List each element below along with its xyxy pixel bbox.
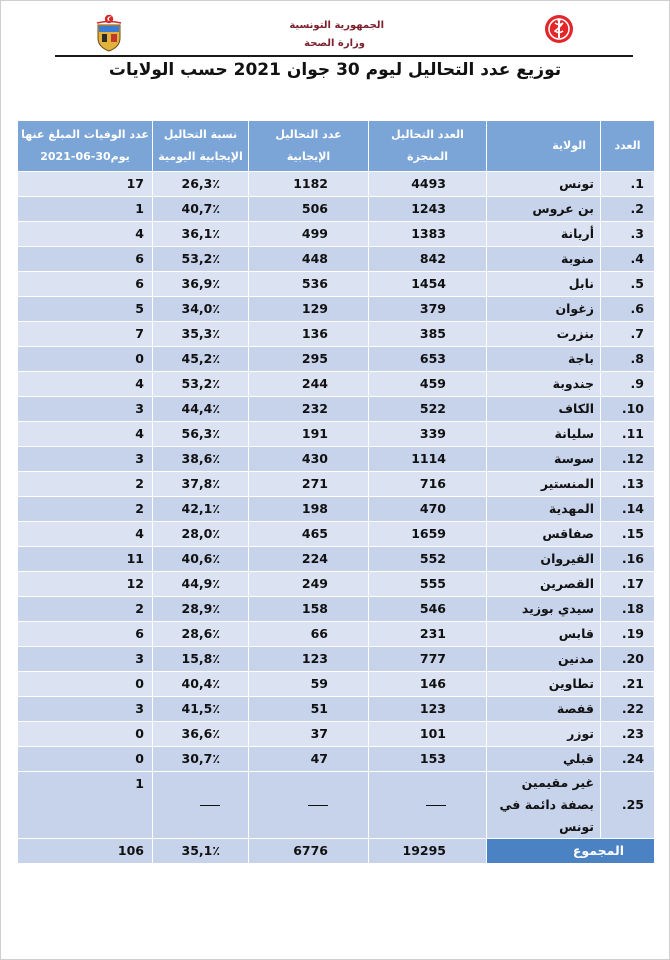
header-state: الولاية xyxy=(487,121,601,172)
row-number: .16 xyxy=(601,547,655,572)
tests-done: 552 xyxy=(369,547,487,572)
tests-done: 777 xyxy=(369,647,487,672)
tests-done: 146 xyxy=(369,672,487,697)
deaths: 3 xyxy=(18,447,153,472)
table-row xyxy=(18,372,655,397)
deaths: 17 xyxy=(18,172,153,197)
positive-tests: 59 xyxy=(249,672,369,697)
positivity-rate: 45,2٪ xyxy=(153,347,249,372)
positive-tests: 271 xyxy=(249,472,369,497)
tests-done: 123 xyxy=(369,697,487,722)
total-tests-done: 19295 xyxy=(369,839,487,864)
positive-tests: 430 xyxy=(249,447,369,472)
row-number: .21 xyxy=(601,672,655,697)
row-number: .11 xyxy=(601,422,655,447)
governorate-name: بن عروس xyxy=(487,197,601,222)
table-header-row xyxy=(18,121,655,172)
positivity-rate: 15,8٪ xyxy=(153,647,249,672)
governorate-name: مدنين xyxy=(487,647,601,672)
row-number: .8 xyxy=(601,347,655,372)
positive-tests: 47 xyxy=(249,747,369,772)
row-number: .3 xyxy=(601,222,655,247)
governorate-name: نابل xyxy=(487,272,601,297)
positivity-rate: 36,1٪ xyxy=(153,222,249,247)
deaths: 2 xyxy=(18,472,153,497)
positive-tests: 506 xyxy=(249,197,369,222)
header-divider xyxy=(55,55,633,57)
table-row xyxy=(18,172,655,197)
positive-tests: 536 xyxy=(249,272,369,297)
governorate-name: قابس xyxy=(487,622,601,647)
empty-dash xyxy=(426,805,446,806)
tests-done: 101 xyxy=(369,722,487,747)
table-row xyxy=(18,547,655,572)
row-number: .4 xyxy=(601,247,655,272)
governorate-name: قفصة xyxy=(487,697,601,722)
tests-done: 842 xyxy=(369,247,487,272)
tests-done: 1383 xyxy=(369,222,487,247)
positive-tests: 224 xyxy=(249,547,369,572)
governorate-name: تطاوين xyxy=(487,672,601,697)
governorate-name: سيدي بوزيد xyxy=(487,597,601,622)
row-number: .6 xyxy=(601,297,655,322)
republic-name: الجمهورية التونسية xyxy=(289,20,384,31)
governorate-name: الكاف xyxy=(487,397,601,422)
positivity-rate: 40,4٪ xyxy=(153,672,249,697)
positive-tests: 66 xyxy=(249,622,369,647)
tests-done: 1454 xyxy=(369,272,487,297)
table-row xyxy=(18,497,655,522)
header-deaths: عدد الوفيات المبلغ عنها يوم30-06-2021 xyxy=(18,121,153,172)
row-number: .13 xyxy=(601,472,655,497)
positive-tests: 1182 xyxy=(249,172,369,197)
deaths: 1 xyxy=(18,197,153,222)
table-row xyxy=(18,697,655,722)
positive-tests: 448 xyxy=(249,247,369,272)
positivity-rate: 34,0٪ xyxy=(153,297,249,322)
table-row xyxy=(18,272,655,297)
governorate-name: سليانة xyxy=(487,422,601,447)
empty-dash xyxy=(200,805,220,806)
governorate-name: القيروان xyxy=(487,547,601,572)
deaths: 6 xyxy=(18,272,153,297)
positive-tests: 499 xyxy=(249,222,369,247)
deaths: 3 xyxy=(18,647,153,672)
table-row xyxy=(18,322,655,347)
positive-tests: 295 xyxy=(249,347,369,372)
tests-done: 1114 xyxy=(369,447,487,472)
table-row xyxy=(18,222,655,247)
deaths: 4 xyxy=(18,522,153,547)
positivity-rate: 36,6٪ xyxy=(153,722,249,747)
row-number: .7 xyxy=(601,322,655,347)
governorate-name: القصرين xyxy=(487,572,601,597)
deaths: 4 xyxy=(18,422,153,447)
header-tests-done: العدد التحاليل المنجزة xyxy=(369,121,487,172)
governorate-name: تونس xyxy=(487,172,601,197)
table-row xyxy=(18,397,655,422)
positive-tests: 232 xyxy=(249,397,369,422)
tests-done: 385 xyxy=(369,322,487,347)
total-positivity-rate: 35,1٪ xyxy=(153,839,249,864)
row-number: .15 xyxy=(601,522,655,547)
governorate-name: المنستير xyxy=(487,472,601,497)
table-row xyxy=(18,347,655,372)
tests-done: 555 xyxy=(369,572,487,597)
deaths: 6 xyxy=(18,247,153,272)
tunisia-coat-of-arms-icon xyxy=(93,14,125,52)
deaths: 4 xyxy=(18,372,153,397)
tests-done: 379 xyxy=(369,297,487,322)
deaths: 11 xyxy=(18,547,153,572)
positive-tests: 158 xyxy=(249,597,369,622)
row-number: .10 xyxy=(601,397,655,422)
positivity-rate: 30,7٪ xyxy=(153,747,249,772)
positivity-rate-empty xyxy=(153,772,249,839)
total-positive-tests: 6776 xyxy=(249,839,369,864)
tests-done: 1659 xyxy=(369,522,487,547)
positive-tests: 198 xyxy=(249,497,369,522)
positivity-rate: 42,1٪ xyxy=(153,497,249,522)
table-row xyxy=(18,672,655,697)
tests-done: 522 xyxy=(369,397,487,422)
governorate-name: توزر xyxy=(487,722,601,747)
row-number: .20 xyxy=(601,647,655,672)
tests-done: 4493 xyxy=(369,172,487,197)
positive-tests: 191 xyxy=(249,422,369,447)
header-positivity-rate: نسبة التحاليل الإيجابية اليومية xyxy=(153,121,249,172)
tests-done: 231 xyxy=(369,622,487,647)
tests-done: 153 xyxy=(369,747,487,772)
positivity-rate: 28,0٪ xyxy=(153,522,249,547)
positivity-rate: 40,7٪ xyxy=(153,197,249,222)
deaths: 0 xyxy=(18,747,153,772)
header-positive-tests: عدد التحاليل الإيجابية xyxy=(249,121,369,172)
table-row xyxy=(18,472,655,497)
positivity-rate: 53,2٪ xyxy=(153,372,249,397)
table-row xyxy=(18,297,655,322)
tests-done: 653 xyxy=(369,347,487,372)
table-row xyxy=(18,622,655,647)
table-row xyxy=(18,647,655,672)
positive-tests: 51 xyxy=(249,697,369,722)
governorate-name: جندوبة xyxy=(487,372,601,397)
tests-done: 339 xyxy=(369,422,487,447)
tests-done-empty xyxy=(369,772,487,839)
deaths: 3 xyxy=(18,697,153,722)
deaths: 2 xyxy=(18,597,153,622)
row-number: .19 xyxy=(601,622,655,647)
governorate-name: بنزرت xyxy=(487,322,601,347)
table-row-total xyxy=(18,839,655,864)
positive-tests: 37 xyxy=(249,722,369,747)
tests-by-governorate-table xyxy=(17,120,655,864)
row-number: .5 xyxy=(601,272,655,297)
ministry-name: وزارة الصحة xyxy=(304,38,365,49)
tests-done: 459 xyxy=(369,372,487,397)
governorate-name: زغوان xyxy=(487,297,601,322)
deaths: 5 xyxy=(18,297,153,322)
positive-tests: 465 xyxy=(249,522,369,547)
table-row xyxy=(18,522,655,547)
empty-dash xyxy=(308,805,328,806)
deaths: 0 xyxy=(18,672,153,697)
positive-tests: 244 xyxy=(249,372,369,397)
ministry-of-health-logo-icon xyxy=(544,14,574,44)
positivity-rate: 36,9٪ xyxy=(153,272,249,297)
positivity-rate: 41,5٪ xyxy=(153,697,249,722)
positive-tests-empty xyxy=(249,772,369,839)
positivity-rate: 35,3٪ xyxy=(153,322,249,347)
tests-done: 716 xyxy=(369,472,487,497)
total-deaths: 106 xyxy=(18,839,153,864)
row-number: .2 xyxy=(601,197,655,222)
header-num: العدد xyxy=(601,121,655,172)
row-number: .22 xyxy=(601,697,655,722)
deaths: 4 xyxy=(18,222,153,247)
row-number: .9 xyxy=(601,372,655,397)
row-number: .1 xyxy=(601,172,655,197)
positive-tests: 123 xyxy=(249,647,369,672)
table-row-non-residents xyxy=(18,772,655,839)
positivity-rate: 38,6٪ xyxy=(153,447,249,472)
governorate-name: أريانة xyxy=(487,222,601,247)
governorate-name: منوبة xyxy=(487,247,601,272)
deaths: 0 xyxy=(18,347,153,372)
table-row xyxy=(18,422,655,447)
table-row xyxy=(18,597,655,622)
row-number: .24 xyxy=(601,747,655,772)
positivity-rate: 44,9٪ xyxy=(153,572,249,597)
governorate-name: غير مقيمين بصفة دائمة في تونس xyxy=(487,772,601,839)
positivity-rate: 26,3٪ xyxy=(153,172,249,197)
total-label: المجموع xyxy=(487,839,655,864)
deaths: 12 xyxy=(18,572,153,597)
table-row xyxy=(18,247,655,272)
row-number: .12 xyxy=(601,447,655,472)
positive-tests: 136 xyxy=(249,322,369,347)
deaths: 0 xyxy=(18,722,153,747)
row-number: .14 xyxy=(601,497,655,522)
row-number: .25 xyxy=(601,772,655,839)
positivity-rate: 28,6٪ xyxy=(153,622,249,647)
row-number: .18 xyxy=(601,597,655,622)
row-number: .17 xyxy=(601,572,655,597)
tests-done: 546 xyxy=(369,597,487,622)
governorate-name: صفاقس xyxy=(487,522,601,547)
page-title: توزيع عدد التحاليل ليوم 30 جوان 2021 حسب الولايات xyxy=(108,60,562,80)
positivity-rate: 44,4٪ xyxy=(153,397,249,422)
governorate-name: سوسة xyxy=(487,447,601,472)
positivity-rate: 53,2٪ xyxy=(153,247,249,272)
table-row xyxy=(18,722,655,747)
positivity-rate: 40,6٪ xyxy=(153,547,249,572)
positivity-rate: 56,3٪ xyxy=(153,422,249,447)
table-row xyxy=(18,447,655,472)
tests-done: 1243 xyxy=(369,197,487,222)
governorate-name: قبلي xyxy=(487,747,601,772)
deaths: 1 xyxy=(18,772,153,839)
table-row xyxy=(18,747,655,772)
table-row xyxy=(18,572,655,597)
governorate-name: باجة xyxy=(487,347,601,372)
positive-tests: 249 xyxy=(249,572,369,597)
deaths: 7 xyxy=(18,322,153,347)
deaths: 2 xyxy=(18,497,153,522)
governorate-name: المهدية xyxy=(487,497,601,522)
tests-done: 470 xyxy=(369,497,487,522)
positivity-rate: 28,9٪ xyxy=(153,597,249,622)
positivity-rate: 37,8٪ xyxy=(153,472,249,497)
table-row xyxy=(18,197,655,222)
deaths: 6 xyxy=(18,622,153,647)
deaths: 3 xyxy=(18,397,153,422)
positive-tests: 129 xyxy=(249,297,369,322)
row-number: .23 xyxy=(601,722,655,747)
